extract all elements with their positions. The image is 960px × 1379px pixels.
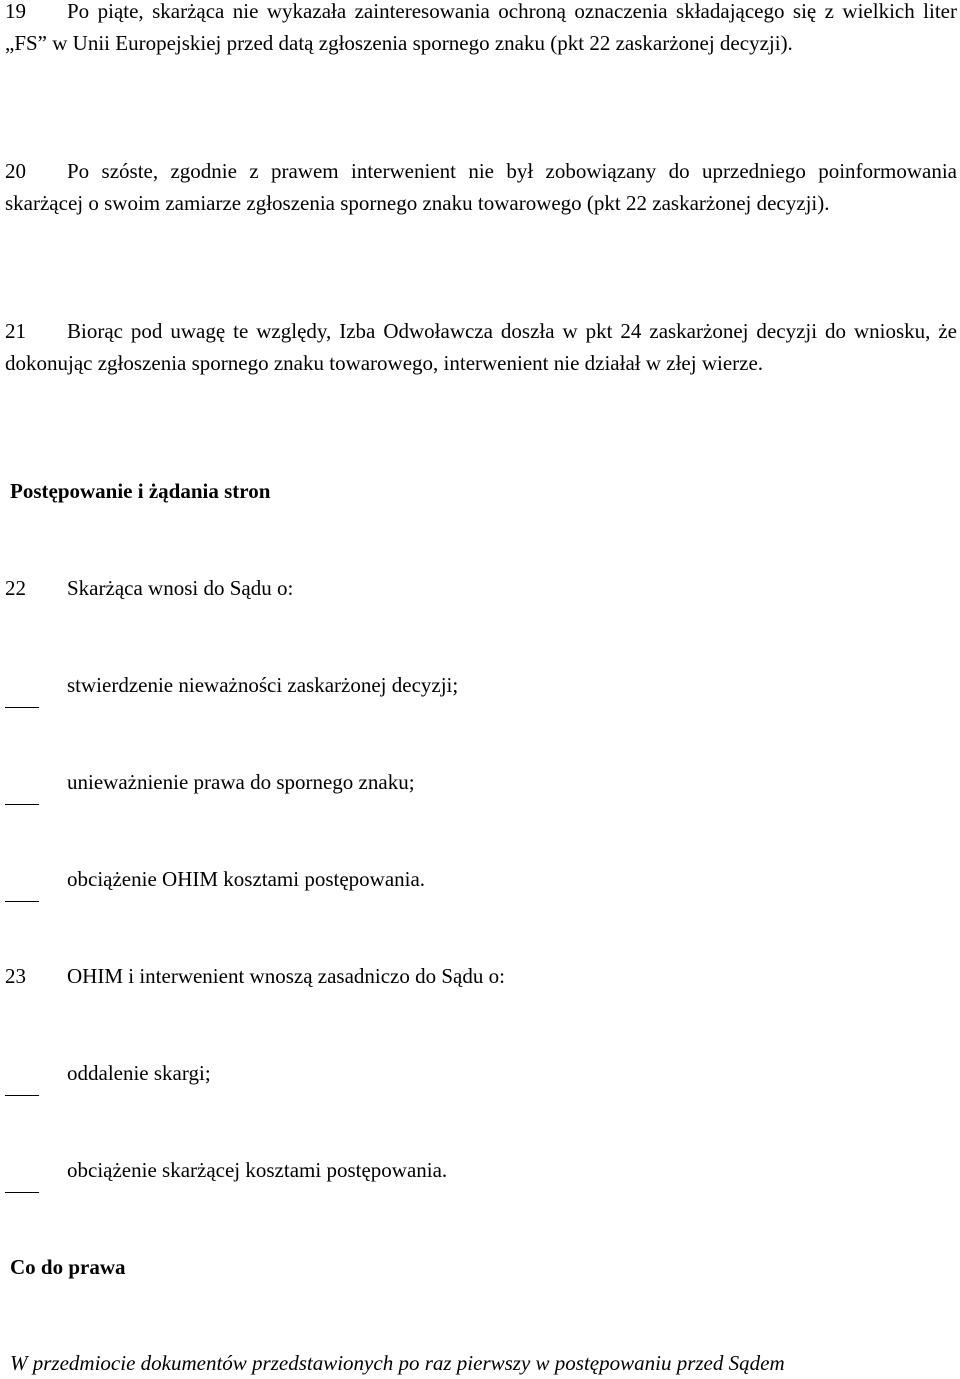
request-item [5,766,945,798]
request-item [5,669,945,701]
paragraph-number: 19 [5,0,26,23]
request-text: unieważnienie prawa do spornego znaku; [67,770,415,794]
paragraph-21 [5,315,957,379]
request-text: stwierdzenie nieważności zaskarżonej decyzji; [67,673,459,697]
request-text: oddalenie skargi; [67,1061,211,1085]
paragraph-20 [5,155,957,219]
section-heading-proceedings: Postępowanie i żądania stron [10,479,271,503]
paragraph-number: 23 [5,964,26,988]
paragraph-number: 21 [5,319,26,343]
request-text: obciążenie skarżącej kosztami postępowania. [67,1158,448,1182]
paragraph-text: OHIM i interwenient wnoszą zasadniczo do Sądu o: [67,964,505,988]
paragraph-23 [5,960,945,992]
request-item [5,1057,945,1089]
section-heading-law: Co do prawa [10,1255,126,1279]
subsection-heading-documents: W przedmiocie dokumentów przedstawionych po raz pierwszy w postępowaniu przed Sądem [10,1351,785,1375]
paragraph-22 [5,572,945,604]
request-text: obciążenie OHIM kosztami postępowania. [67,867,426,891]
paragraph-text: Biorąc pod uwagę te względy, Izba Odwoławcza doszła w pkt 24 zaskarżonej decyzji do wniosku, że dokonując zgłoszenia spornego znaku towarowego, interwenient nie działał w złej wierze. [5,319,957,375]
paragraph-text: Po szóste, zgodnie z prawem interwenient nie był zobowiązany do uprzedniego poinformowania skarżącej o swoim zamiarze zgłoszenia spornego znaku towarowego (pkt 22 zaskarżonej decyzji). [5,159,957,215]
paragraph-text: Skarżąca wnosi do Sądu o: [67,576,294,600]
paragraph-19 [5,0,957,59]
paragraph-number: 22 [5,576,26,600]
paragraph-text: Po piąte, skarżąca nie wykazała zainteresowania ochroną oznaczenia składającego się z wielkich liter „FS” w Unii Europejskiej przed datą zgłoszenia spornego znaku (pkt 22 zaskarżonej decyzji). [5,0,957,55]
request-item [5,863,945,895]
paragraph-number: 20 [5,159,26,183]
request-item [5,1154,945,1186]
